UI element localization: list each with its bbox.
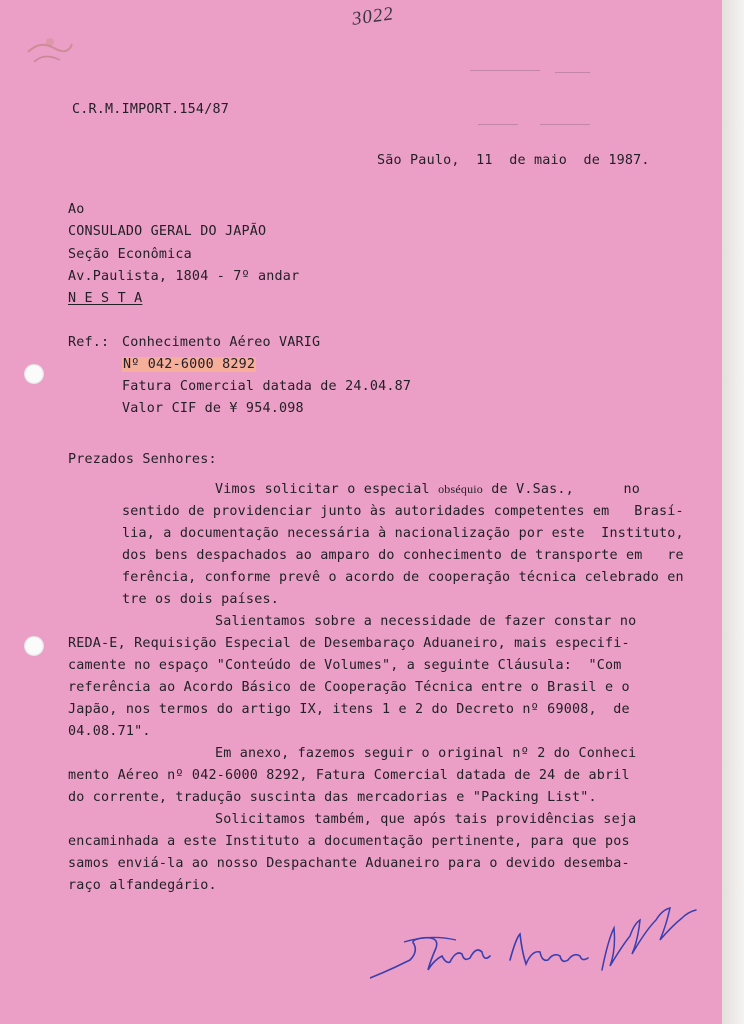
body-p3-line-1: Em anexo, fazemos seguir o original nº 2 do Conheci [215,746,637,761]
recipient-section: Seção Econômica [68,247,192,262]
ref-line-3: Fatura Comercial datada de 24.04.87 [122,379,412,394]
punch-hole-top [24,364,44,384]
date-line: São Paulo, 11 de maio de 1987. [377,153,650,168]
body-p1-line-6: tre os dois países. [122,592,279,607]
body-p2-line-6: 04.08.71". [68,724,151,739]
ref-line-2 [122,357,256,372]
ref-line-1: Conhecimento Aéreo VARIG [122,335,321,350]
body-p2-line-1: Salientamos sobre a necessidade de fazer constar no [215,614,637,629]
body-p3-line-3: do corrente, tradução suscinta das mercadorias e "Packing List". [68,790,597,805]
handwritten-number: 3022 [350,3,396,30]
body-p2-line-2: REDA-E, Requisição Especial de Desembaraço Aduaneiro, mais especifi- [68,636,630,651]
ref-line-4: Valor CIF de ¥ 954.098 [122,401,304,416]
body-p2-line-3: camente no espaço "Conteúdo de Volumes", a seguinte Cláusula: "Com [68,658,622,673]
body-p4-line-2: encaminhada a este Instituto a documentação pertinente, para que pos [68,834,630,849]
body-p1-line-1 [215,482,640,497]
body-p4-line-3: samos enviá-la ao nosso Despachante Aduaneiro para o devido desemba- [68,856,630,871]
body-p1-line-5: ferência, conforme prevê o acordo de cooperação técnica celebrado en [122,570,684,585]
recipient-city: N E S T A [68,291,143,306]
salutation: Prezados Senhores: [68,452,217,467]
body-p2-line-4: referência ao Acordo Básico de Cooperação Técnica entre o Brasil e o [68,680,630,695]
body-p4-line-1: Solicitamos também, que após tais providências seja [215,812,637,827]
corner-stain-mark [20,22,80,74]
faint-mark [470,70,540,71]
recipient-name: CONSULADO GERAL DO JAPÃO [68,224,267,239]
body-p1-line-2: sentido de providenciar junto às autoridades competentes em Brasí- [122,504,684,519]
body-p1-line-3: lia, a documentação necessária à nacionalização por este Instituto, [122,526,684,541]
faint-mark [555,72,590,73]
body-p3-line-2: mento Aéreo nº 042-6000 8292, Fatura Comercial datada de 24 de abril [68,768,630,783]
scan-edge [722,0,744,1024]
body-text: de V.Sas., no [483,482,640,497]
faint-mark [478,124,518,125]
body-text: Vimos solicitar o especial [215,482,439,497]
recipient-address: Av.Paulista, 1804 - 7º andar [68,269,300,284]
faint-mark [540,124,590,125]
ref-number-highlight: Nº 042-6000 8292 [123,357,256,372]
punch-hole-bottom [24,636,44,656]
body-p4-line-4: raço alfandegário. [68,878,217,893]
ref-label: Ref.: [68,335,110,350]
handwritten-signature [370,890,700,990]
reference-code: C.R.M.IMPORT.154/87 [72,102,229,117]
body-p1-line-4: dos bens despachados ao amparo do conhecimento de transporte em re [122,548,684,563]
handcorrected-word: obséquio [438,482,484,496]
recipient-to: Ao [68,202,85,217]
body-p2-line-5: Japão, nos termos do artigo IX, itens 1 e 2 do Decreto nº 69008, de [68,702,630,717]
